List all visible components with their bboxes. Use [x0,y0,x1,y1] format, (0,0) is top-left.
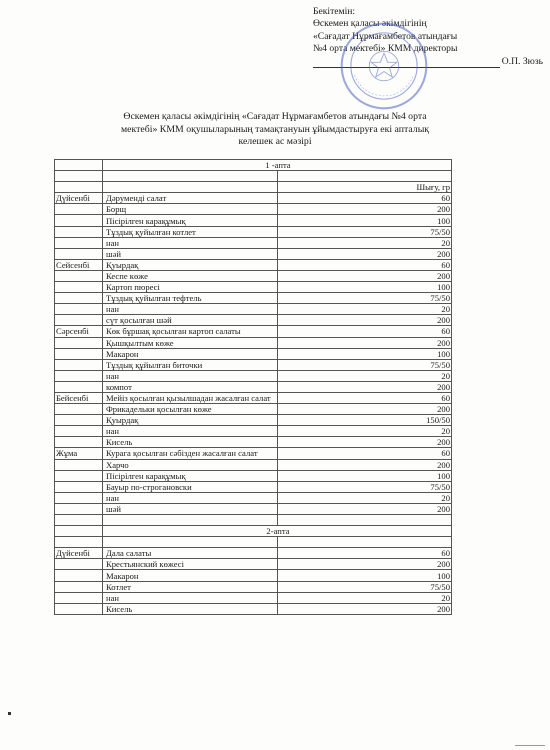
dish-name: Мейіз қосылған қызылшадан жасалған салат [103,392,278,403]
approval-line-3: №4 орта мектебі» КММ директоры [313,43,458,55]
dish-quantity: 200 [277,437,452,448]
empty-cell [55,581,103,592]
dish-quantity: 20 [277,370,452,381]
table-row [55,193,452,204]
week-header-row [55,526,452,537]
blank-row [55,537,452,548]
table-row [55,381,452,392]
dish-quantity: 60 [277,548,452,559]
dish-quantity: 60 [277,392,452,403]
dish-quantity: 20 [277,426,452,437]
table-row [55,603,452,614]
table-row [55,215,452,226]
empty-cell [277,171,452,182]
table-row [55,248,452,259]
empty-cell [55,592,103,603]
table-row [55,348,452,359]
dish-name: нан [103,370,278,381]
dish-quantity: 100 [277,470,452,481]
dish-name: Пісірілген карақұмық [103,215,278,226]
dish-quantity: 75/50 [277,226,452,237]
table-row [55,392,452,403]
table-row [55,270,452,281]
dish-name: Макарон [103,348,278,359]
dish-quantity: 75/50 [277,481,452,492]
dish-quantity: 200 [277,603,452,614]
empty-cell [55,359,103,370]
table-row [55,304,452,315]
dish-quantity: 100 [277,348,452,359]
empty-cell [55,171,103,182]
dish-name: Бауыр по-строгановски [103,481,278,492]
empty-cell [55,492,103,503]
table-row [55,226,452,237]
empty-cell [55,570,103,581]
day-name: Сейсенбі [55,259,103,270]
table-row [55,503,452,514]
empty-cell [55,182,103,193]
official-stamp [338,20,430,112]
day-name: Дүйсенбі [55,548,103,559]
menu-table [54,159,452,615]
scan-mark [8,712,11,715]
dish-name: Тұздық қуйылған тефтель [103,293,278,304]
empty-cell [55,270,103,281]
empty-cell [55,293,103,304]
dish-name: нан [103,237,278,248]
day-name: Жұма [55,448,103,459]
week-label: 2-апта [103,526,452,537]
day-name: Сәрсенбі [55,326,103,337]
table-row [55,204,452,215]
dish-name: Тұздық құйылған биточки [103,359,278,370]
empty-cell [55,381,103,392]
empty-cell [55,315,103,326]
empty-cell [55,559,103,570]
dish-quantity: 20 [277,492,452,503]
empty-cell [55,370,103,381]
empty-cell [55,337,103,348]
dish-quantity: 200 [277,381,452,392]
empty-cell [55,415,103,426]
approval-line-2: «Сағадат Нұрмағамбетов атындағы [313,30,458,42]
dish-quantity: 100 [277,282,452,293]
day-name: Бейсенбі [55,392,103,403]
dish-name: Дәрумендi салат [103,193,278,204]
dish-quantity: 200 [277,337,452,348]
empty-cell [55,526,103,537]
table-row [55,237,452,248]
blank-row [55,171,452,182]
dish-name: Қуырдақ [103,415,278,426]
empty-cell [103,537,278,548]
dish-name: нан [103,304,278,315]
dish-name: Кеспе көже [103,270,278,281]
empty-cell [55,304,103,315]
dish-quantity: 60 [277,448,452,459]
qty-column-header: Шығу, гр [277,182,452,193]
empty-cell [55,437,103,448]
dish-quantity: 60 [277,326,452,337]
empty-cell [103,182,278,193]
week-label: 1 -апта [103,160,452,171]
dish-quantity: 200 [277,204,452,215]
dish-quantity: 200 [277,404,452,415]
empty-cell [55,348,103,359]
dish-quantity: 150/50 [277,415,452,426]
day-name: Дүйсенбі [55,193,103,204]
dish-quantity: 75/50 [277,359,452,370]
dish-name: Көк бұршақ қосылған картоп салаты [103,326,278,337]
dish-name: сүт қосылған шәй [103,315,278,326]
dish-quantity: 60 [277,259,452,270]
dish-quantity: 60 [277,193,452,204]
dish-name: Кисель [103,603,278,614]
approval-line-1: Өскемен қаласы әкімдігінің [313,18,427,30]
empty-cell [103,515,278,526]
empty-cell [55,470,103,481]
approval-heading: Бекітемін: [313,6,356,17]
table-row [55,404,452,415]
empty-cell [55,226,103,237]
empty-cell [55,237,103,248]
table-row [55,570,452,581]
empty-cell [277,537,452,548]
dish-name: шәй [103,248,278,259]
empty-cell [55,503,103,514]
table-row [55,359,452,370]
table-row [55,470,452,481]
dish-name: Харчо [103,459,278,470]
dish-name: Кисель [103,437,278,448]
dish-quantity: 200 [277,559,452,570]
dish-name: нан [103,592,278,603]
dish-name: Курага қосылған сәбізден жасалған салат [103,448,278,459]
table-row [55,326,452,337]
table-row [55,592,452,603]
scan-edge-line [515,745,545,746]
document-title [60,111,490,149]
dish-quantity: 75/50 [277,581,452,592]
dish-name: шәй [103,503,278,514]
empty-cell [277,515,452,526]
dish-quantity: 20 [277,304,452,315]
table-row [55,293,452,304]
empty-cell [55,515,103,526]
table-row [55,337,452,348]
dish-quantity: 75/50 [277,293,452,304]
blank-row [55,515,452,526]
table-row [55,581,452,592]
dish-name: нан [103,492,278,503]
empty-cell [55,248,103,259]
dish-quantity: 20 [277,237,452,248]
dish-name: Дала салаты [103,548,278,559]
dish-name: Қуырдақ [103,259,278,270]
table-row [55,426,452,437]
dish-name: Борщ [103,204,278,215]
dish-name: нан [103,426,278,437]
dish-name: Фрикадельки қосылған көже [103,404,278,415]
empty-cell [55,215,103,226]
dish-quantity: 200 [277,503,452,514]
dish-name: Қышқылтым көже [103,337,278,348]
table-row [55,259,452,270]
dish-quantity: 20 [277,592,452,603]
table-row [55,448,452,459]
column-header-row [55,182,452,193]
dish-name: компот [103,381,278,392]
table-row [55,370,452,381]
table-row [55,315,452,326]
dish-name: Тұздық қуйылған котлет [103,226,278,237]
dish-quantity: 200 [277,315,452,326]
dish-name: Котлет [103,581,278,592]
table-row [55,548,452,559]
table-row [55,492,452,503]
table-row [55,282,452,293]
table-row [55,459,452,470]
empty-cell [55,537,103,548]
dish-quantity: 100 [277,215,452,226]
week-header-row [55,160,452,171]
dish-quantity: 200 [277,248,452,259]
dish-name: Макарон [103,570,278,581]
dish-quantity: 200 [277,270,452,281]
table-row [55,481,452,492]
empty-cell [55,282,103,293]
table-row [55,437,452,448]
dish-name: Крестьянский көжесі [103,559,278,570]
title-line-2: мектебі» КММ оқушыларының тамақтануын ұйымдастыруға екі апталық [120,123,430,135]
empty-cell [55,459,103,470]
empty-cell [55,404,103,415]
empty-cell [55,160,103,171]
empty-cell [55,603,103,614]
dish-name: Пісірілген карақұмық [103,470,278,481]
signature-name: О.П. Зюзь [501,55,543,67]
dish-quantity: 200 [277,459,452,470]
empty-cell [55,481,103,492]
dish-quantity: 100 [277,570,452,581]
empty-cell [55,426,103,437]
table-row [55,415,452,426]
empty-cell [103,171,278,182]
dish-name: Картоп пюресі [103,282,278,293]
table-row [55,559,452,570]
title-line-3: келешек ас мәзірі [238,136,312,148]
title-line-1: Өскемен қаласы әкімдігінің «Сағадат Нұрмағамбетов атындағы №4 орта [123,111,427,122]
empty-cell [55,204,103,215]
